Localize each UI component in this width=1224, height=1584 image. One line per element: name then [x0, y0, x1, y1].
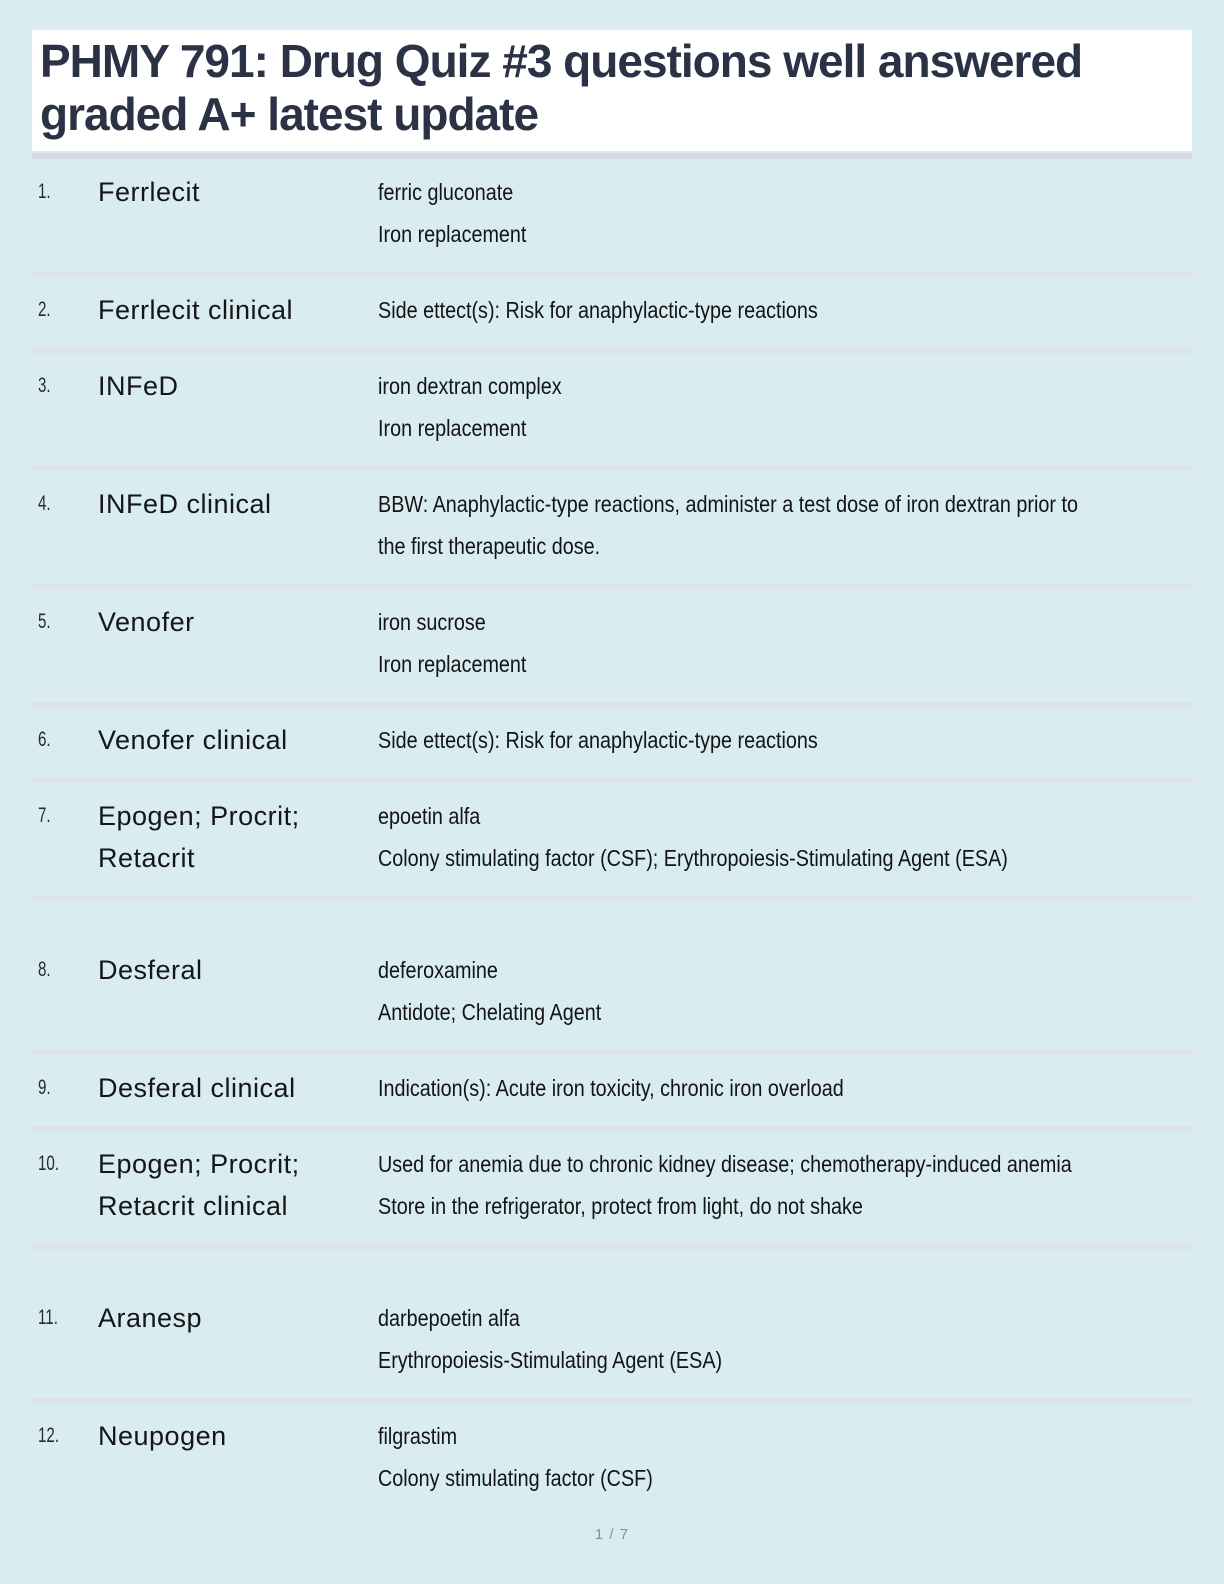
term-line: Ferrlecit clinical — [98, 294, 294, 325]
term-line: INFeD — [98, 370, 179, 401]
quiz-item-12 — [32, 1403, 1192, 1516]
term-line: Epogen; Procrit; — [98, 1148, 300, 1179]
item-term — [98, 795, 378, 879]
quiz-item-1 — [32, 159, 1192, 277]
definition-line: iron sucrose — [378, 608, 486, 635]
term-line: Epogen; Procrit; — [98, 800, 300, 831]
definition-line: Side ettect(s): Risk for anaphylactic-type reactions — [378, 296, 818, 323]
document-title-banner — [32, 30, 1192, 151]
definition-line: filgrastim — [378, 1422, 458, 1449]
item-definition — [378, 365, 1188, 449]
term-line: Retacrit — [98, 842, 196, 873]
definition-line: Colony stimulating factor (CSF); Erythropoiesis-Stimulating Agent (ESA) — [378, 844, 1008, 871]
item-term — [98, 365, 378, 449]
item-term — [98, 289, 378, 331]
quiz-item-3 — [32, 353, 1192, 471]
term-line: Neupogen — [98, 1420, 227, 1451]
definition-line: Iron replacement — [378, 650, 527, 677]
term-line: Venofer clinical — [98, 724, 288, 755]
item-term — [98, 949, 378, 1033]
definition-line: Iron replacement — [378, 220, 527, 247]
item-definition — [378, 289, 1188, 331]
title-line-2: graded A+ latest update — [40, 88, 539, 141]
definition-line: Colony stimulating factor (CSF) — [378, 1464, 653, 1491]
item-definition — [378, 795, 1188, 879]
quiz-item-6 — [32, 707, 1192, 783]
term-line: Aranesp — [98, 1302, 203, 1333]
item-number: 12. — [38, 1423, 60, 1447]
quiz-item-9 — [32, 1055, 1192, 1131]
item-term — [98, 1143, 378, 1227]
item-number: 8. — [38, 957, 51, 981]
item-number: 4. — [38, 491, 51, 515]
definition-line: the first therapeutic dose. — [378, 532, 601, 559]
item-definition — [378, 719, 1188, 761]
definition-line: Antidote; Chelating Agent — [378, 998, 602, 1025]
term-line: Venofer — [98, 606, 195, 637]
quiz-item-11 — [32, 1249, 1192, 1403]
definition-line: Indication(s): Acute iron toxicity, chronic iron overload — [378, 1074, 844, 1101]
item-number: 3. — [38, 373, 51, 397]
term-line: Desferal clinical — [98, 1072, 296, 1103]
definition-line: iron dextran complex — [378, 372, 562, 399]
quiz-item-4 — [32, 471, 1192, 589]
term-line: Desferal — [98, 954, 203, 985]
item-term — [98, 719, 378, 761]
item-number: 1. — [38, 179, 51, 203]
item-term — [98, 1067, 378, 1109]
item-number: 6. — [38, 727, 51, 751]
definition-line: deferoxamine — [378, 956, 498, 983]
item-number: 10. — [38, 1151, 60, 1175]
item-definition — [378, 1297, 1188, 1381]
definition-line: ferric gluconate — [378, 178, 514, 205]
definition-line: Used for anemia due to chronic kidney disease; chemotherapy-induced anemia — [378, 1150, 1072, 1177]
item-number: 11. — [38, 1305, 58, 1329]
quiz-item-8 — [32, 901, 1192, 1055]
definition-line: Iron replacement — [378, 414, 527, 441]
definition-line: Store in the refrigerator, protect from light, do not shake — [378, 1192, 863, 1219]
item-term — [98, 1415, 378, 1499]
quiz-list — [32, 159, 1192, 1516]
item-term — [98, 1297, 378, 1381]
definition-line: darbepoetin alfa — [378, 1304, 520, 1331]
title-line-1: PHMY 791: Drug Quiz #3 questions well answered — [40, 35, 1083, 87]
quiz-item-2 — [32, 277, 1192, 353]
definition-line: Erythropoiesis-Stimulating Agent (ESA) — [378, 1346, 723, 1373]
item-definition — [378, 1143, 1188, 1227]
item-number: 2. — [38, 297, 51, 321]
item-definition — [378, 171, 1188, 255]
definition-line: BBW: Anaphylactic-type reactions, administer a test dose of iron dextran prior to — [378, 490, 1078, 517]
term-line: Ferrlecit — [98, 176, 201, 207]
definition-line: epoetin alfa — [378, 802, 481, 829]
item-number: 9. — [38, 1075, 51, 1099]
quiz-item-7 — [32, 783, 1192, 901]
item-term — [98, 171, 378, 255]
item-definition — [378, 1415, 1188, 1499]
item-definition — [378, 1067, 1188, 1109]
term-line: Retacrit clinical — [98, 1190, 289, 1221]
item-term — [98, 483, 378, 567]
quiz-item-10 — [32, 1131, 1192, 1249]
item-definition — [378, 483, 1192, 567]
item-definition — [378, 601, 1188, 685]
item-number: 7. — [38, 803, 51, 827]
quiz-item-5 — [32, 589, 1192, 707]
item-definition — [378, 949, 1188, 1033]
page-number: 1 / 7 — [594, 1525, 630, 1543]
term-line: INFeD clinical — [98, 488, 272, 519]
item-number: 5. — [38, 609, 51, 633]
definition-line: Side ettect(s): Risk for anaphylactic-type reactions — [378, 726, 818, 753]
item-term — [98, 601, 378, 685]
